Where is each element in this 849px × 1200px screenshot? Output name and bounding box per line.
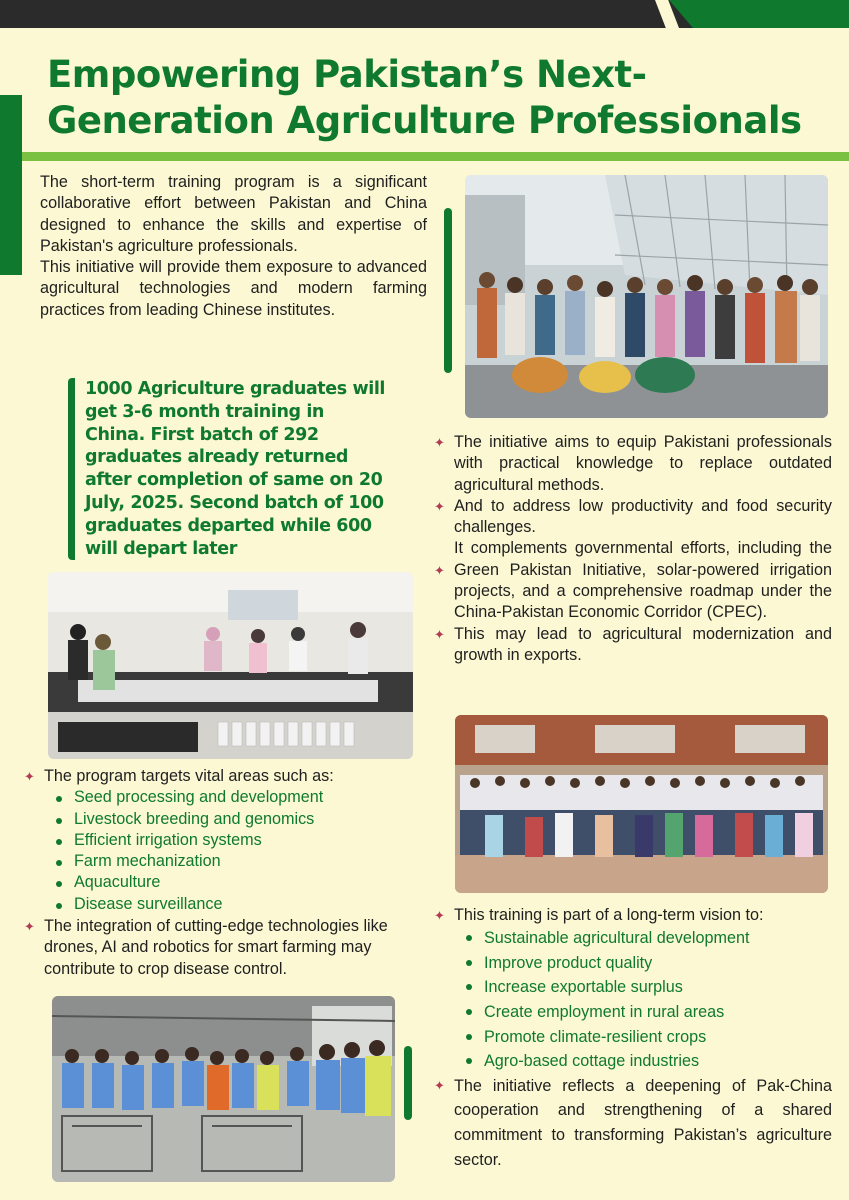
list-item: Create employment in rural areas — [466, 1000, 832, 1025]
four-point-star-icon: ✦ — [434, 626, 445, 642]
laboratory-photo — [48, 572, 413, 759]
four-point-star-icon: ✦ — [434, 498, 445, 514]
bullet-item: ✦ It complements governmental efforts, including the Green Pakistan Initiative, solar-powered irrigation projects, and a comprehensive roadmap under the China-Pakistan Economic Corridor (CPEC). — [434, 539, 832, 622]
list-item: Increase exportable surplus — [466, 975, 832, 1000]
bullet-item: ✦ The integration of cutting-edge technologies like drones, AI and robotics for smart farming may contribute to crop disease control. — [24, 917, 388, 978]
list-item: Promote climate-resilient crops — [466, 1025, 832, 1050]
four-point-star-icon: ✦ — [24, 769, 35, 784]
list-item: Livestock breeding and genomics — [56, 809, 434, 830]
four-point-star-icon: ✦ — [434, 563, 445, 579]
list-item: Improve product quality — [466, 951, 832, 976]
highlight-callout: 1000 Agriculture graduates will get 3-6 month training in China. First batch of 292 graduates already returned after completion of same on 20 July, 2025. Second batch of 100 graduates departed while 600 will depart later — [68, 378, 388, 560]
photo-accent-bar-bottom — [404, 1046, 412, 1120]
greenhouse-group-photo — [465, 175, 828, 418]
initiative-bullets — [434, 432, 832, 666]
bullet-item: ✦ This may lead to agricultural modernization and growth in exports. — [434, 624, 832, 664]
list-item: Disease surveillance — [56, 894, 434, 915]
intro-paragraph-2: This initiative will provide them exposure to advanced agricultural technologies and modern farming practices from leading Chinese institutes. — [40, 258, 427, 319]
vision-section — [434, 905, 832, 1172]
list-item: Agro-based cottage industries — [466, 1049, 832, 1074]
four-point-star-icon: ✦ — [434, 908, 445, 923]
intro-text — [40, 172, 427, 321]
left-accent-bar — [0, 95, 22, 275]
bullet-item: ✦ The initiative aims to equip Pakistani professionals with practical knowledge to replace outdated agricultural methods. — [434, 433, 832, 494]
four-point-star-icon: ✦ — [434, 435, 445, 450]
intro-paragraph-1: The short-term training program is a significant collaborative effort between Pakistan and China designed to enhance the skills and expertise of Pakistan's agriculture professionals. — [40, 173, 427, 255]
bullet-item: ✦ This training is part of a long-term vision to: — [434, 905, 832, 926]
page-title: Empowering Pakistan’s Next-Generation Agriculture Professionals — [47, 53, 802, 142]
four-point-star-icon: ✦ — [434, 1077, 445, 1093]
bullet-item: ✦ The initiative reflects a deepening of Pak-China cooperation and strengthening of a shared commitment to transforming Pakistan’s agriculture sector. — [434, 1074, 832, 1172]
title-underline — [22, 152, 849, 161]
bullet-item: ✦ And to address low productivity and food security challenges. — [434, 496, 832, 537]
bullet-item: ✦ The program targets vital areas such as: — [24, 766, 434, 787]
list-item: Efficient irrigation systems — [56, 830, 434, 851]
four-point-star-icon: ✦ — [24, 919, 35, 935]
list-item: Aquaculture — [56, 872, 434, 893]
list-item: Sustainable agricultural development — [466, 926, 832, 951]
photo-accent-bar-top — [444, 208, 452, 373]
program-areas-section — [24, 766, 434, 980]
workshop-photo — [52, 996, 395, 1182]
program-areas-list — [24, 787, 434, 915]
list-item: Seed processing and development — [56, 787, 434, 808]
list-item: Farm mechanization — [56, 851, 434, 872]
group-outdoor-photo — [455, 715, 828, 893]
vision-goals-list — [434, 926, 832, 1074]
